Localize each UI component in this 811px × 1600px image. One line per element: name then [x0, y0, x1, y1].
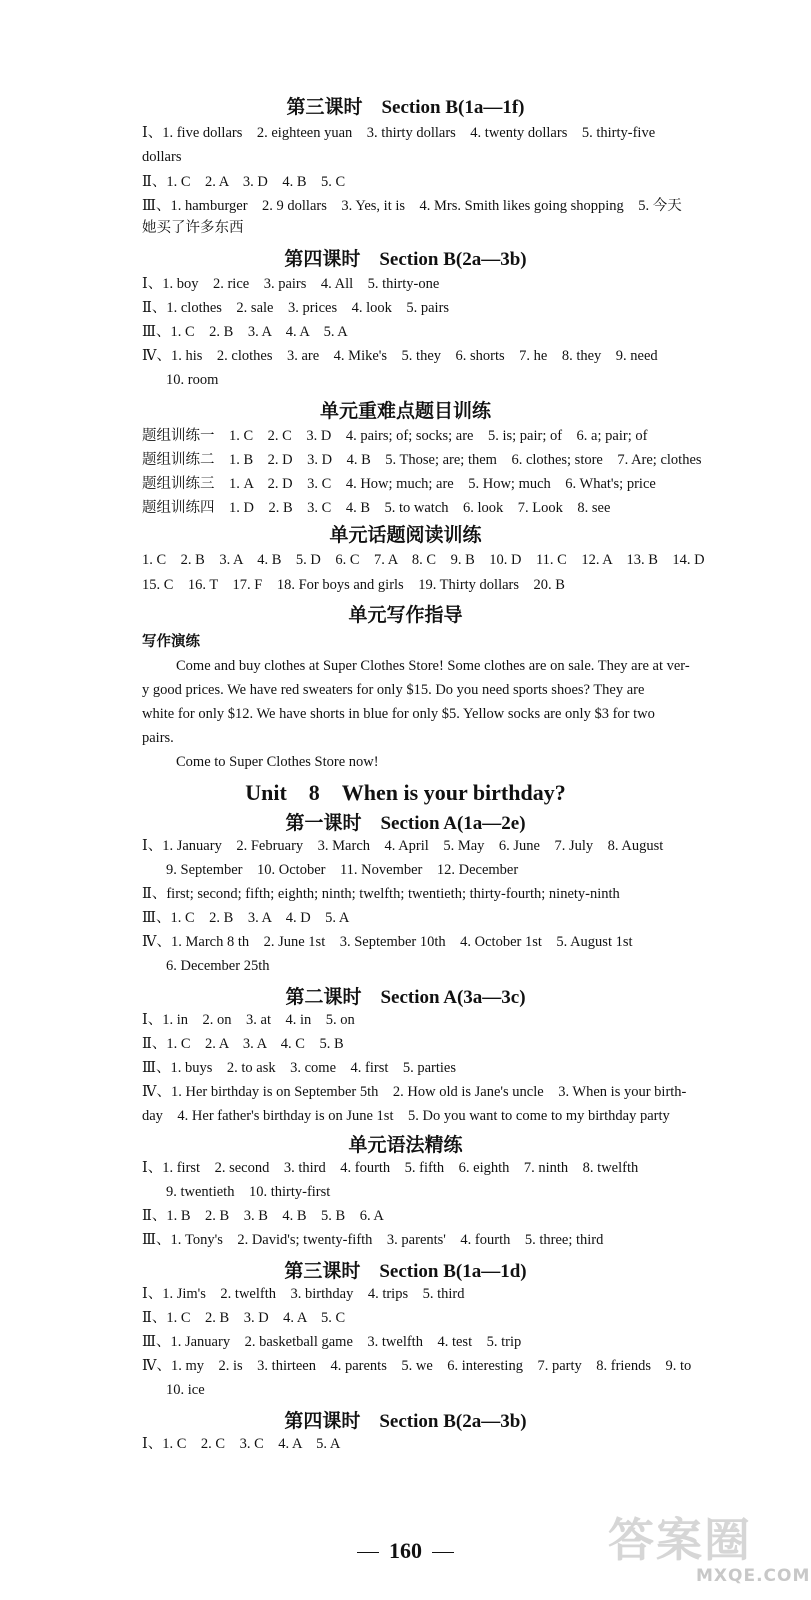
page-number-dash: [357, 1552, 379, 1553]
answer-line: Ⅰ、1. in 2. on 3. at 4. in 5. on: [142, 1012, 355, 1028]
unit-title: Unit 8 When is your birthday?: [245, 780, 566, 805]
answer-line: Ⅱ、1. C 2. B 3. D 4. A 5. C: [142, 1310, 346, 1326]
answer-line: 1. C 2. B 3. A 4. B 5. D 6. C 7. A 8. C 9. B 10. D 11. C 12. A 13. B 14. D: [142, 552, 705, 568]
answer-line: Ⅰ、1. Jim's 2. twelfth 3. birthday 4. trips 5. third: [142, 1286, 465, 1302]
answer-line: Ⅳ、1. my 2. is 3. thirteen 4. parents 5. we 6. interesting 7. party 8. friends 9. to: [142, 1358, 692, 1374]
watermark-logo-text: 答案圈: [608, 1513, 752, 1567]
answer-line: 9. twentieth 10. thirty-first: [166, 1184, 331, 1200]
section-heading-a1: 第一课时 Section A(1a—2e): [285, 813, 526, 834]
answer-line: day 4. Her father's birthday is on June 1st 5. Do you want to come to my birthday party: [142, 1108, 670, 1124]
answer-line: Ⅱ、1. B 2. B 3. B 4. B 5. B 6. A: [142, 1208, 384, 1224]
watermark-url: MXQE.COM: [696, 1566, 811, 1586]
answer-line: Ⅲ、1. hamburger 2. 9 dollars 3. Yes, it is 4. Mrs. Smith likes going shopping 5. 今天: [142, 198, 682, 214]
answer-line: Ⅰ、1. five dollars 2. eighteen yuan 3. thirty dollars 4. twenty dollars 5. thirty-five: [142, 125, 656, 141]
answer-line: Ⅱ、first; second; fifth; eighth; ninth; twelfth; twentieth; thirty-fourth; ninety-ninth: [142, 886, 620, 902]
page-number-dash: [432, 1552, 454, 1553]
section-heading-b4: 第四课时 Section B(2a—3b): [284, 1411, 527, 1432]
answer-line: 题组训练二 1. B 2. D 3. D 4. B 5. Those; are; them 6. clothes; store 7. Are; clothes: [142, 452, 702, 468]
answer-line: Ⅲ、1. January 2. basketball game 3. twelfth 4. test 5. trip: [142, 1334, 522, 1350]
answer-line: Ⅱ、1. C 2. A 3. D 4. B 5. C: [142, 174, 346, 190]
answer-line: 题组训练四 1. D 2. B 3. C 4. B 5. to watch 6. look 7. Look 8. see: [142, 500, 611, 516]
watermark-logo: [600, 1500, 811, 1590]
answer-line: Ⅰ、1. January 2. February 3. March 4. April 5. May 6. June 7. July 8. August: [142, 838, 664, 854]
answer-line: Ⅲ、1. buys 2. to ask 3. come 4. first 5. parties: [142, 1060, 457, 1076]
answer-line: 9. September 10. October 11. November 12. December: [166, 862, 519, 878]
answer-line: 10. room: [166, 372, 219, 388]
answer-line: Ⅳ、1. March 8 th 2. June 1st 3. September 10th 4. October 1st 5. August 1st: [142, 934, 633, 950]
writing-paragraph-line: y good prices. We have red sweaters for only $15. Do you need sports shoes? They are: [142, 682, 645, 698]
answer-line: Ⅲ、1. Tony's 2. David's; twenty-fifth 3. parents' 4. fourth 5. three; third: [142, 1232, 604, 1248]
section-heading-reading: 单元话题阅读训练: [329, 525, 482, 546]
answer-line: dollars: [142, 149, 182, 165]
writing-paragraph-line: Come to Super Clothes Store now!: [176, 754, 379, 770]
answer-line: 6. December 25th: [166, 958, 270, 974]
answer-line: 10. ice: [166, 1382, 205, 1398]
page-number-text: 160: [389, 1538, 422, 1563]
answer-line: 15. C 16. T 17. F 18. For boys and girls 19. Thirty dollars 20. B: [142, 577, 565, 593]
answer-line: Ⅰ、1. boy 2. rice 3. pairs 4. All 5. thirty-one: [142, 276, 440, 292]
section-heading-b3: 第三课时 Section B(1a—1d): [284, 1261, 527, 1282]
writing-label: 写作演练: [142, 634, 200, 650]
answer-line: Ⅱ、1. C 2. A 3. A 4. C 5. B: [142, 1036, 344, 1052]
section-heading-grammar: 单元语法精练: [348, 1135, 463, 1156]
answer-line: 她买了许多东西: [142, 220, 244, 236]
section-heading-writing: 单元写作指导: [348, 605, 463, 626]
writing-paragraph-line: Come and buy clothes at Super Clothes Store! Some clothes are on sale. They are at ver-: [176, 658, 690, 674]
section-heading-a2: 第二课时 Section A(3a—3c): [285, 987, 526, 1008]
answer-line: Ⅱ、1. clothes 2. sale 3. prices 4. look 5. pairs: [142, 300, 450, 316]
section-heading-key-points: 单元重难点题目训练: [319, 401, 491, 422]
answer-line: 题组训练三 1. A 2. D 3. C 4. How; much; are 5. How; much 6. What's; price: [142, 476, 656, 492]
answer-line: Ⅳ、1. his 2. clothes 3. are 4. Mike's 5. they 6. shorts 7. he 8. they 9. need: [142, 348, 658, 364]
answer-line: Ⅲ、1. C 2. B 3. A 4. A 5. A: [142, 324, 348, 340]
answer-line: Ⅳ、1. Her birthday is on September 5th 2. How old is Jane's uncle 3. When is your birth-: [142, 1084, 687, 1100]
writing-paragraph-line: white for only $12. We have shorts in blue for only $5. Yellow socks are only $3 for two: [142, 706, 655, 722]
answer-line: Ⅰ、1. first 2. second 3. third 4. fourth 5. fifth 6. eighth 7. ninth 8. twelfth: [142, 1160, 639, 1176]
answer-line: Ⅰ、1. C 2. C 3. C 4. A 5. A: [142, 1436, 341, 1452]
section-heading-b1: 第三课时 Section B(1a—1f): [286, 97, 525, 118]
answer-line: 题组训练一 1. C 2. C 3. D 4. pairs; of; socks; are 5. is; pair; of 6. a; pair; of: [142, 428, 648, 444]
answer-line: Ⅲ、1. C 2. B 3. A 4. D 5. A: [142, 910, 350, 926]
section-heading-b2: 第四课时 Section B(2a—3b): [284, 249, 527, 270]
writing-paragraph-line: pairs.: [142, 730, 174, 746]
